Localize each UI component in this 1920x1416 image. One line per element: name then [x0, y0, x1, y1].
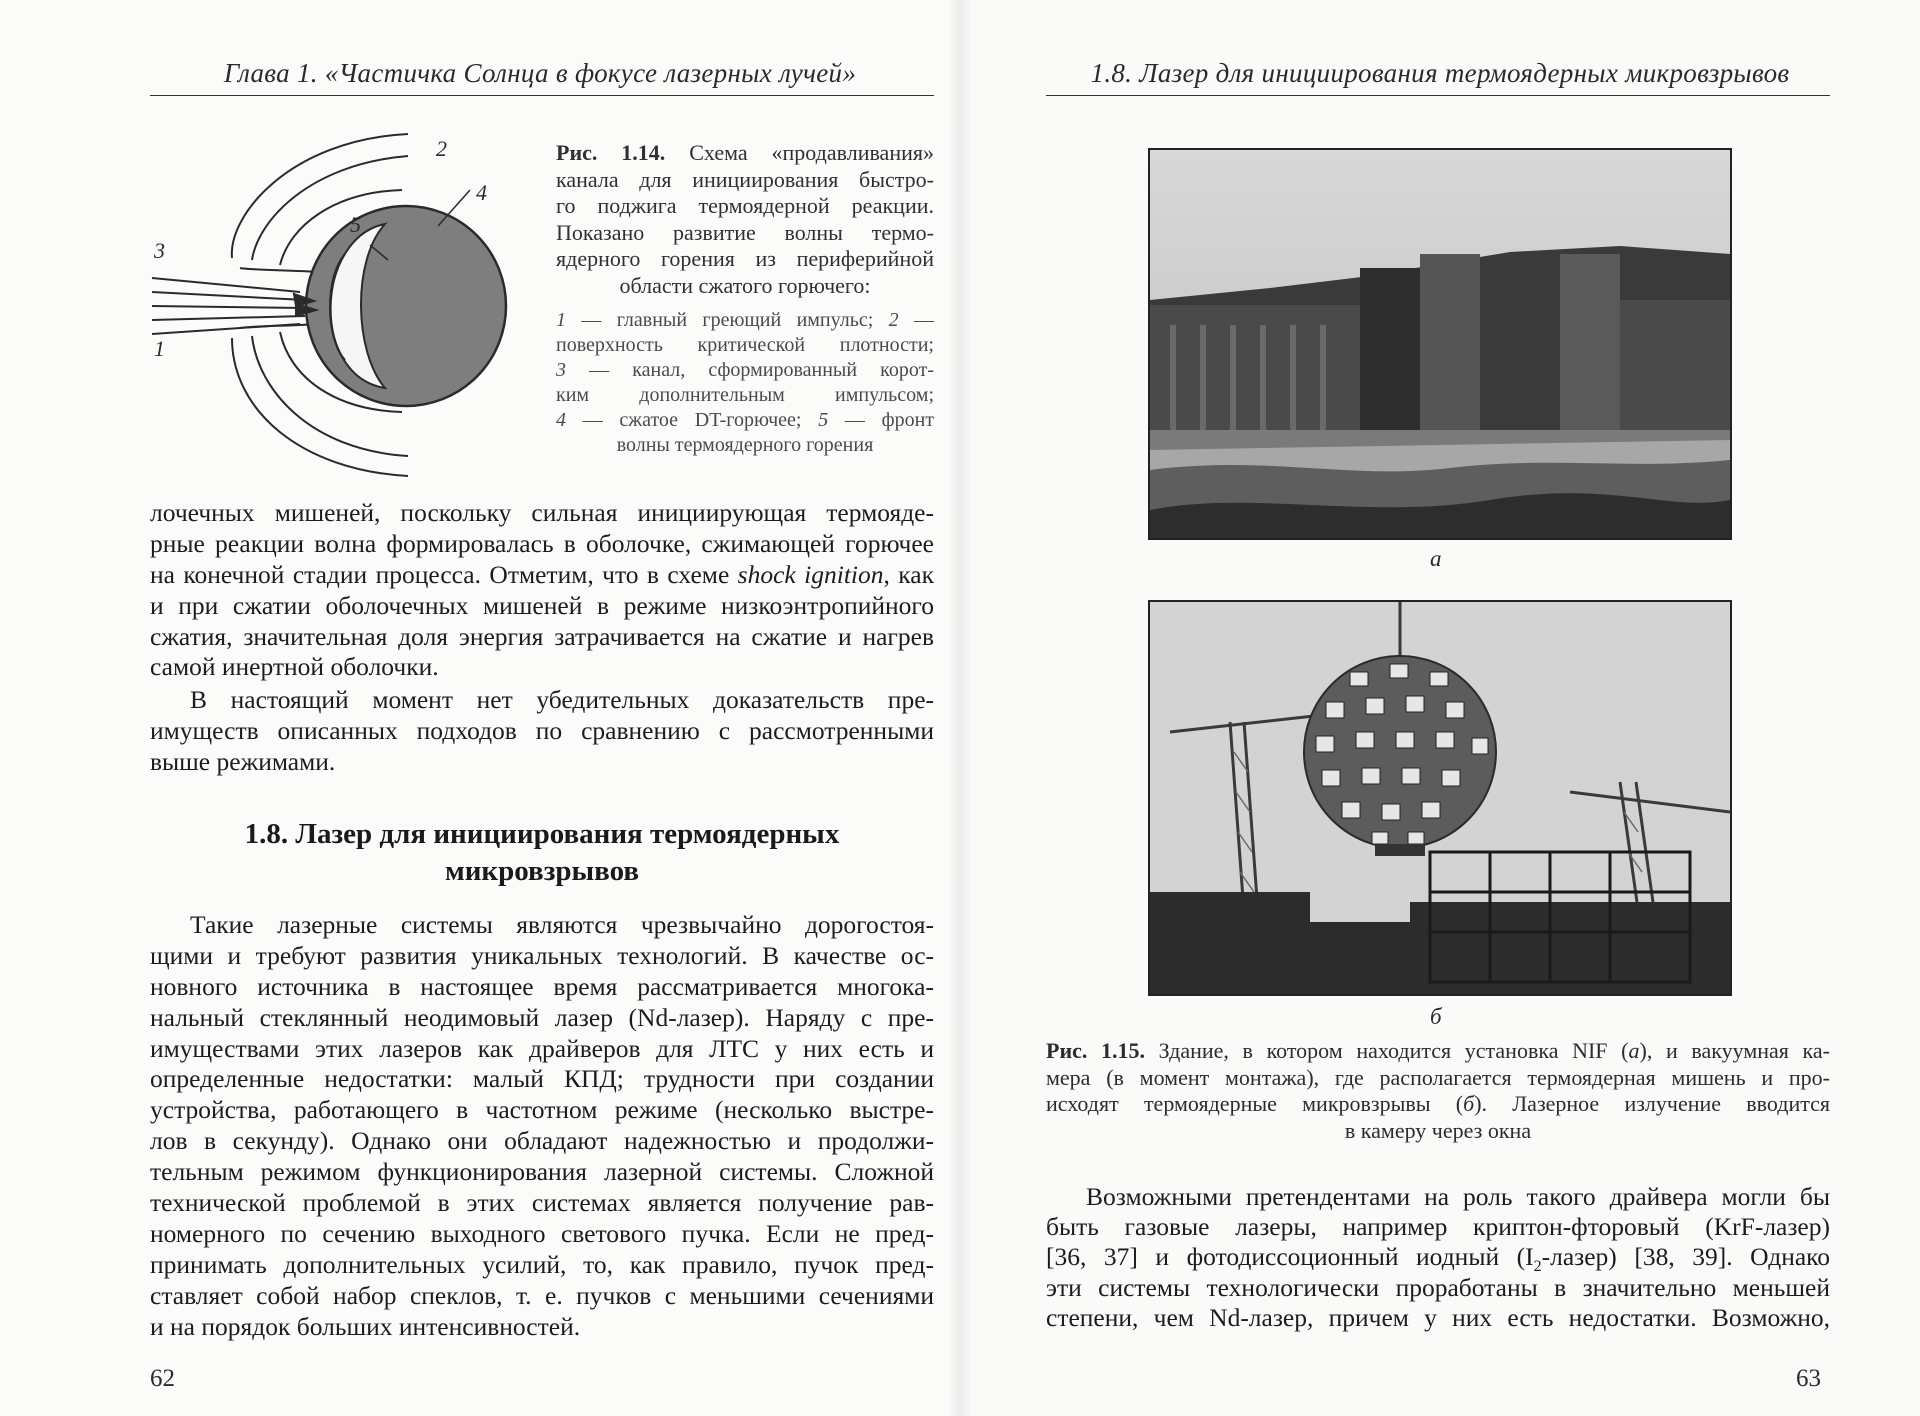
running-head-left: Глава 1. «Частичка Солнца в фокусе лазерных лучей» [223, 58, 857, 88]
diagram-label-4: 4 [476, 180, 487, 205]
caption-title: Рис. 1.14. [556, 140, 666, 165]
figure-1-14-diagram [140, 120, 540, 500]
section-title: 1.8. Лазер для инициирования термоядерных микровзрывов [244, 818, 840, 887]
photo-nif-building [1148, 148, 1732, 540]
figure-1-14-legend: 1 — главный греющий импульс; 2 — поверхность критической плотности; 3 — канал, сформированный корот- ким дополнительным импульсом; 4 — сжатое DT-горючее; 5 — фронт волны термоядерного горения [556, 309, 935, 456]
diagram-label-2: 2 [436, 136, 447, 161]
page-number-left: 62 [150, 1365, 175, 1392]
diagram-label-1: 1 [154, 336, 165, 361]
caption-title-1-15: Рис. 1.15. [1046, 1038, 1146, 1063]
paragraph-1: лочечных мишеней, поскольку сильная инициирующая термояде- рные реакции волна формировалась в оболочке, сжимающей горючее на конечной стадии процесса. Отметим, что в схеме shock ignition, как и при сжатии оболочечных мишеней в режиме низкоэнтропийного сжатия, значительная доля энергия затрачивается на сжатие и нагрев самой инертной оболочки. [150, 498, 934, 682]
photo-vacuum-chamber [1148, 600, 1732, 996]
diagram-label-5: 5 [350, 212, 361, 237]
shock-ignition-term: shock ignition [737, 559, 884, 589]
diagram-label-3: 3 [154, 238, 165, 263]
running-head-right: 1.8. Лазер для инициирования термоядерных микровзрывов [1090, 58, 1790, 88]
paragraph-4: Возможными претендентами на роль такого драйвера могли бы быть газовые лазеры, например криптон-фторовый (KrF-лазер) [36, 37] и фотодиссоционный иодный $(I_2-лазер)$ [38, 39]. Однако эти системы технологически проработаны в значительно меньшей степени, чем Nd-лазер, причем у них есть недостатки. Возможно, [1046, 1182, 1830, 1332]
photo-b-label: б [1430, 1004, 1442, 1029]
figure-1-14-caption: Рис. 1.14. Схема «продавливания» канала для инициирования быстро- го поджига термоядерной реакции. Показано развитие волны термо- ядерного горения из периферийной области сжатого горючего: [556, 140, 934, 298]
page-number-right: 63 [1796, 1365, 1821, 1392]
header-rule-right [1046, 95, 1830, 96]
figure-1-15-caption: Рис. 1.15. Здание, в котором находится установка NIF (а), и вакуумная ка- мера (в момент монтажа), где располагается термоядерная мишень и про- исходят термоядерные микровзрывы (б). Лазерное излучение вводится в камеру через окна [1046, 1038, 1831, 1143]
photo-a-label: а [1430, 546, 1442, 571]
header-rule-left [150, 95, 934, 96]
paragraph-2: В настоящий момент нет убедительных доказательств пре- имуществ описанных подходов по сравнению с рассмотренными выше режимами. [150, 685, 934, 776]
paragraph-3: Такие лазерные системы являются чрезвычайно дорогостоя- щими и требуют развития уникальных технологий. В качестве ос- новного источника в настоящее время рассматривается многока- нальный стеклянный неодимовый лазер (Nd-лазер). Наряду с пре- имуществами этих лазеров как драйверов для ЛТС у них есть и определенные недостатки: малый КПД; трудности при создании устройства, работающего в частотном режиме (несколько выстре- лов в секунду). Однако они обладают надежностью и продолжи- тельным режимом функционирования лазерной системы. Сложной технической проблемой в этих системах является получение рав- номерного по сечению выходного светового пучка. Если не пред- принимать дополнительных усилий, то, как правило, пучок пред- ставляет собой набор спеклов, т. е. пучков с меньшими сечениями и на порядок больших интенсивностей. [150, 910, 934, 1341]
book-gutter [948, 0, 972, 1416]
